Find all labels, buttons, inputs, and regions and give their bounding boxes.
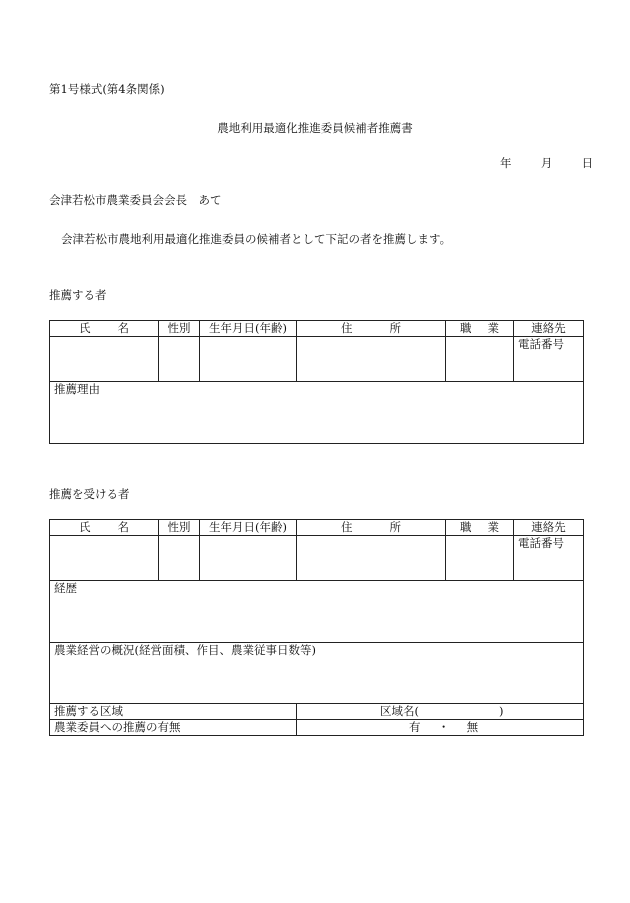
address-field[interactable] [297,337,446,382]
committee-field[interactable] [297,720,584,736]
farming-overview-field[interactable] [50,643,584,704]
recommender-table [49,320,584,444]
committee-yes[interactable]: 有 [409,720,421,734]
district-field[interactable] [297,704,584,720]
col-contact-header: 連絡先 [514,520,584,536]
col-address-header: 住 所 [297,321,446,337]
committee-no[interactable]: 無 [466,720,479,734]
farming-overview-label: 農業経営の概況(経営面積、作目、農業従事日数等) [54,643,316,657]
occupation-field[interactable] [446,536,514,581]
col-birthdate-header: 生年月日(年齢) [200,520,297,536]
career-field[interactable] [50,581,584,643]
name-field[interactable] [50,536,159,581]
name-field[interactable] [50,337,159,382]
phone-field[interactable] [514,536,584,581]
recommender-heading: 推薦する者 [49,288,107,302]
col-occupation-header: 職 業 [446,321,514,337]
district-prefix: 区域名( [380,704,419,718]
col-gender-header: 性別 [159,520,200,536]
form-number: 第1号様式(第4条関係) [49,82,165,96]
nominee-table [49,519,584,736]
col-birthdate-header: 生年月日(年齢) [200,321,297,337]
phone-label: 電話番号 [518,536,564,550]
reason-label: 推薦理由 [54,382,100,396]
phone-field[interactable] [514,337,584,382]
date-month: 月 [540,156,553,170]
reason-field[interactable] [50,382,584,444]
district-suffix: ) [499,704,504,718]
committee-label: 農業委員への推薦の有無 [50,720,297,736]
col-occupation-header: 職 業 [446,520,514,536]
phone-label: 電話番号 [518,337,564,351]
col-address-header: 住 所 [297,520,446,536]
col-contact-header: 連絡先 [514,321,584,337]
occupation-field[interactable] [446,337,514,382]
col-name-header: 氏 名 [50,520,159,536]
gender-field[interactable] [159,536,200,581]
birthdate-field[interactable] [200,337,297,382]
gender-field[interactable] [159,337,200,382]
date-year: 年 [500,156,512,170]
career-label: 経歴 [54,581,77,595]
addressee: 会津若松市農業委員会会長 あて [49,193,222,207]
document-title: 農地利用最適化推進委員候補者推薦書 [217,121,413,135]
col-gender-header: 性別 [159,321,200,337]
committee-separator: ・ [437,720,450,734]
nominee-heading: 推薦を受ける者 [49,487,130,501]
address-field[interactable] [297,536,446,581]
statement: 会津若松市農地利用最適化推進委員の候補者として下記の者を推薦します。 [61,232,452,246]
birthdate-field[interactable] [200,536,297,581]
district-label: 推薦する区域 [50,704,297,720]
col-name-header: 氏 名 [50,321,159,337]
date-line [500,155,593,171]
date-day: 日 [581,156,594,170]
